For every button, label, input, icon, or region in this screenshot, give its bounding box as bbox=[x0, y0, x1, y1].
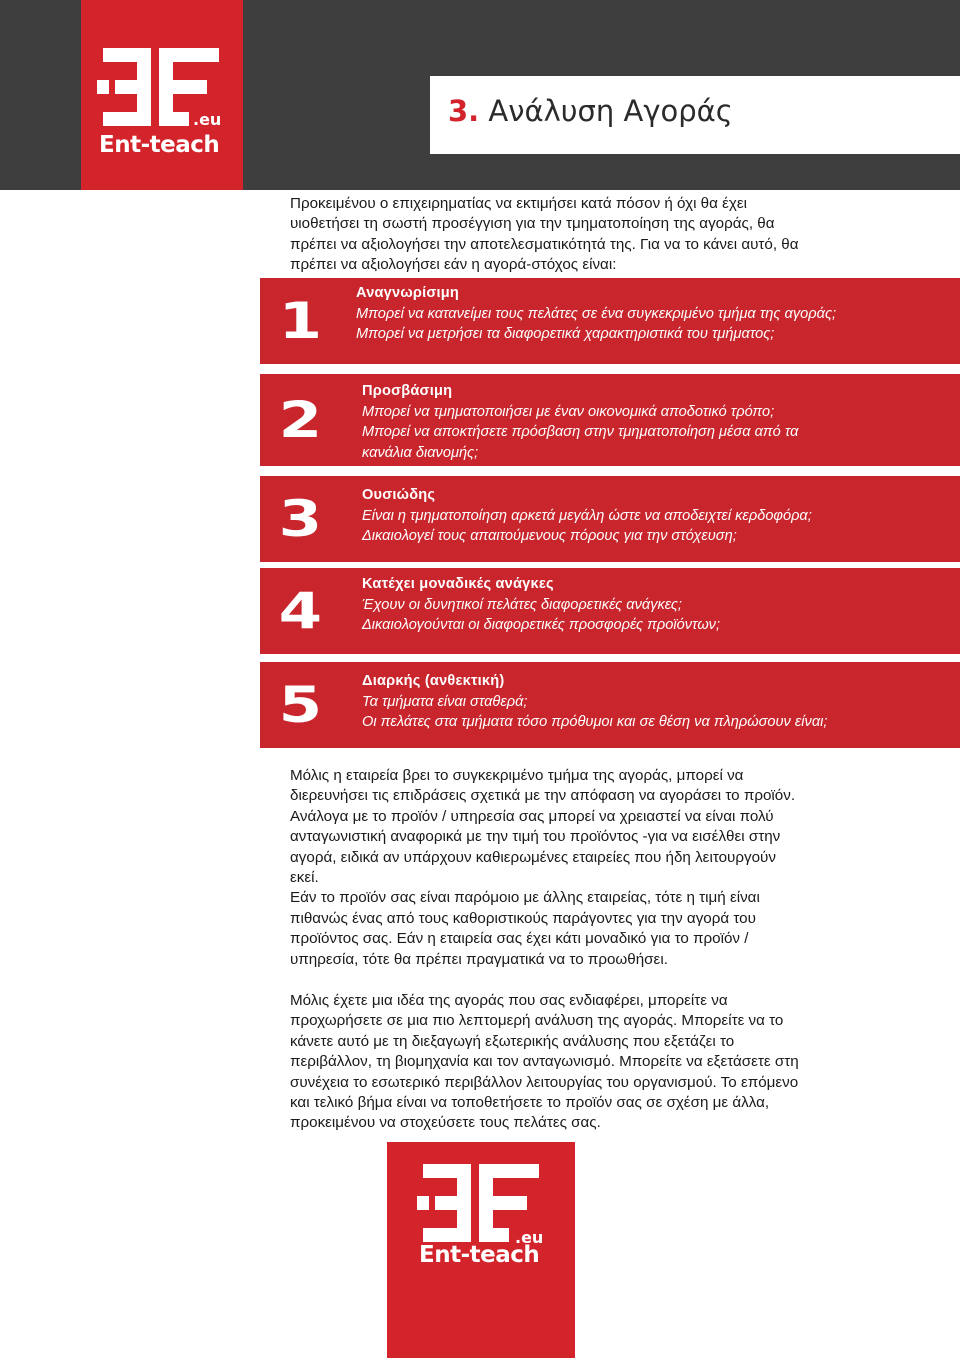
section-title: Ανάλυση Αγοράς bbox=[488, 94, 733, 128]
criterion-heading: Ουσιώδης bbox=[362, 487, 436, 503]
body-line: εκεί. bbox=[290, 869, 319, 887]
body-line: διερευνήσει τις επιδράσεις σχετικά με την απόφαση να αγοράσει το προϊόν. bbox=[290, 787, 796, 805]
body-line: αγορά, ειδικά αν υπάρχουν καθιερωμένες εταιρείες που ήδη λειτουργούν bbox=[290, 848, 776, 866]
criterion-line: Τα τμήματα είναι σταθερά; bbox=[362, 693, 528, 710]
body-paragraph-1 bbox=[290, 766, 930, 970]
body-paragraph-2 bbox=[290, 991, 930, 1134]
body-line: ανταγωνιστική αναφορικά με την τιμή του προϊόντος -για να εισέλθει στην bbox=[290, 828, 781, 846]
criterion-item-4 bbox=[260, 568, 960, 654]
intro-line: Προκειμένου ο επιχειρηματίας να εκτιμήσει κατά πόσον ή όχι θα έχει bbox=[290, 195, 747, 212]
criterion-line: κανάλια διανομής; bbox=[362, 444, 479, 461]
criterion-number: 3 bbox=[278, 490, 322, 548]
logo-brand-text: Ent-teach bbox=[99, 132, 220, 158]
intro-line: πρέπει να αξιολογήσει εάν η αγορά-στόχος είναι: bbox=[290, 256, 617, 274]
logo-eu-text: .eu bbox=[515, 1228, 544, 1247]
body-line: προκειμένου να στοχεύσετε τους πελάτες σας. bbox=[290, 1114, 601, 1132]
criterion-heading: Προσβάσιμη bbox=[362, 383, 453, 399]
criterion-line: Μπορεί να κατανείμει τους πελάτες σε ένα συγκεκριμένο τμήμα της αγοράς; bbox=[356, 305, 837, 322]
criterion-number: 2 bbox=[278, 391, 322, 449]
intro-line: πρέπει να αξιολογήσει την αποτελεσματικότητά της. Για να το κάνει αυτό, θα bbox=[290, 235, 799, 253]
criterion-line: Έχουν οι δυνητικοί πελάτες διαφορετικές ανάγκες; bbox=[362, 596, 682, 613]
criterion-heading: Κατέχει μοναδικές ανάγκες bbox=[362, 576, 554, 592]
criterion-line: Είναι η τμηματοποίηση αρκετά μεγάλη ώστε να αποδειχτεί κερδοφόρα; bbox=[362, 507, 812, 524]
criterion-number: 4 bbox=[278, 582, 322, 640]
criterion-line: Δικαιολογούνται οι διαφορετικές προσφορές προϊόντων; bbox=[362, 617, 721, 633]
intro-paragraph bbox=[290, 194, 930, 276]
logo-brand-text: Ent-teach bbox=[419, 1242, 540, 1268]
ent-teach-footer-logo bbox=[387, 1142, 575, 1358]
criterion-number: 1 bbox=[278, 292, 322, 350]
section-number: 3. bbox=[448, 94, 480, 128]
body-line: Εάν το προϊόν σας είναι παρόμοιο με άλλης εταιρείας, τότε η τιμή είναι bbox=[290, 889, 760, 907]
body-line: κάνετε αυτό με τη διεξαγωγή εξωτερικής ανάλυσης που εξετάζει το bbox=[290, 1032, 735, 1050]
body-line: Μόλις η εταιρεία βρει το συγκεκριμένο τμήμα της αγοράς, μπορεί να bbox=[290, 767, 744, 784]
criterion-item-3 bbox=[260, 476, 960, 562]
body-line: προχωρήσετε σε μια πιο λεπτομερή ανάλυση της αγοράς. Μπορείτε να το bbox=[290, 1012, 784, 1030]
body-line: Μόλις έχετε μια ιδέα της αγοράς που σας ενδιαφέρει, μπορείτε να bbox=[290, 992, 728, 1009]
criterion-line: Μπορεί να μετρήσει τα διαφορετικά χαρακτηριστικά του τμήματος; bbox=[356, 326, 775, 342]
criterion-heading: Διαρκής (ανθεκτική) bbox=[362, 673, 505, 689]
criterion-item-2 bbox=[260, 374, 960, 466]
criterion-line: Μπορεί να αποκτήσετε πρόσβαση στην τμηματοποίηση μέσα από τα bbox=[362, 424, 799, 440]
intro-line: υιοθετήσει τη σωστή προσέγγιση για την τμηματοποίηση της αγοράς, θα bbox=[290, 215, 775, 233]
body-line: συνέχεια το εσωτερικό περιβάλλον λειτουργίας του οργανισμού. Το επόμενο bbox=[290, 1073, 799, 1091]
body-line: υπηρεσία, τότε θα πρέπει πραγματικά να το προωθήσει. bbox=[290, 950, 668, 968]
criterion-line: Μπορεί να τμηματοποιήσει με έναν οικονομικά αποδοτικό τρόπο; bbox=[362, 403, 775, 420]
body-line: Ανάλογα με το προϊόν / υπηρεσία σας μπορεί να χρειαστεί να είναι πολύ bbox=[290, 807, 774, 825]
header-bar bbox=[0, 0, 960, 190]
logo-eu-text: .eu bbox=[193, 110, 222, 129]
ent-teach-logo bbox=[81, 0, 243, 190]
criterion-number: 5 bbox=[278, 676, 322, 734]
criterion-line: Οι πελάτες στα τμήματα τόσο πρόθυμοι και σε θέση να πληρώσουν είναι; bbox=[362, 714, 828, 730]
body-line: περιβάλλον, τη βιομηχανία και τον ανταγωνισμό. Μπορείτε να εξετάσετε στη bbox=[290, 1053, 799, 1071]
criterion-heading: Αναγνωρίσιμη bbox=[356, 285, 460, 301]
criterion-item-1 bbox=[260, 278, 960, 364]
criterion-line: Δικαιολογεί τους απαιτούμενους πόρους για την στόχευση; bbox=[362, 528, 737, 544]
criterion-item-5 bbox=[260, 662, 960, 748]
body-line: πιθανώς ένας από τους καθοριστικούς παράγοντες για την αγορά του bbox=[290, 909, 756, 927]
body-line: προϊόντος σας. Εάν η εταιρεία σας έχει κάτι μοναδικό για το προϊόν / bbox=[290, 930, 749, 948]
page-title-box bbox=[430, 76, 960, 154]
body-line: και τελικό βήμα είναι να τοποθετήσετε το προϊόν σας σε σχέση με άλλα, bbox=[290, 1094, 770, 1112]
page-title bbox=[448, 94, 733, 128]
